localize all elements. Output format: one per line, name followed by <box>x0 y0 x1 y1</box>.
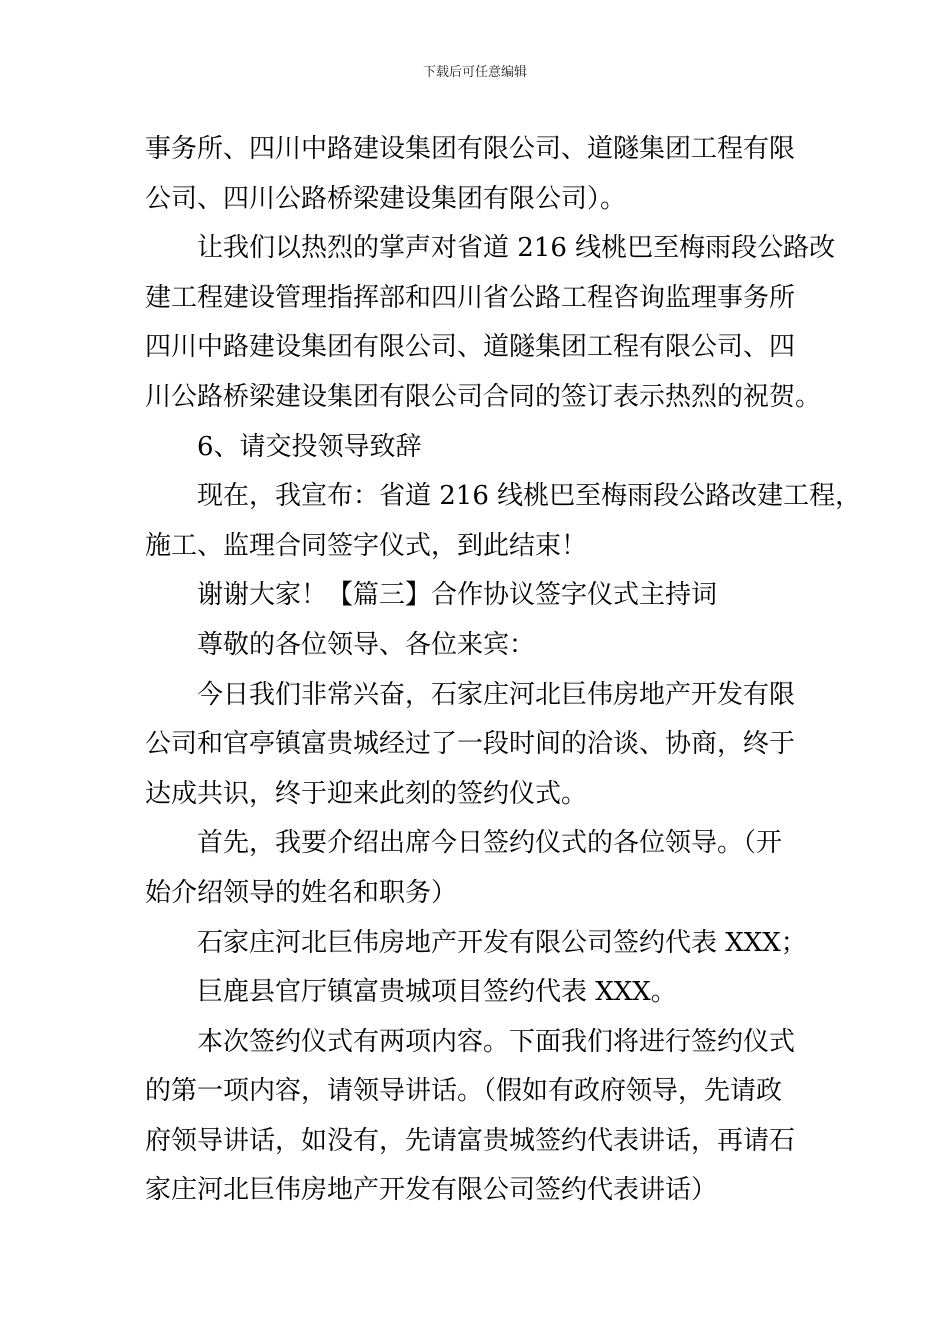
text-line: 川公路桥梁建设集团有限公司合同的签订表示热烈的祝贺。 <box>145 381 822 412</box>
text-line: 谢谢大家！【篇三】合作协议签字仪式主持词 <box>197 580 718 611</box>
text-line: 建工程建设管理指挥部和四川省公路工程咨询监理事务所 <box>145 282 796 313</box>
text-line: 始介绍领导的姓名和职务） <box>145 877 458 908</box>
text-line: 的第一项内容，请领导讲话。（假如有政府领导，先请政 <box>145 1076 783 1107</box>
text-line: 四川中路建设集团有限公司、道隧集团工程有限公司、四 <box>145 332 796 363</box>
text-line: 巨鹿县官厅镇富贵城项目签约代表 XXX。 <box>197 977 677 1008</box>
text-line: 事务所、四川中路建设集团有限公司、道隧集团工程有限 <box>145 134 796 164</box>
text-line: 让我们以热烈的掌声对省道 216 线桃巴至梅雨段公路改 <box>197 233 836 264</box>
page-header: 下载后可任意编辑 <box>422 65 527 80</box>
text-line: 本次签约仪式有两项内容。下面我们将进行签约仪式 <box>197 1026 796 1057</box>
text-line: 首先，我要介绍出席今日签约仪式的各位领导。（开 <box>197 828 783 859</box>
text-line: 施工、监理合同签字仪式，到此结束！ <box>145 530 588 561</box>
text-line: 家庄河北巨伟房地产开发有限公司签约代表讲话） <box>145 1175 718 1206</box>
text-line: 尊敬的各位领导、各位来宾： <box>197 629 536 660</box>
text-line: 今日我们非常兴奋，石家庄河北巨伟房地产开发有限 <box>197 679 796 710</box>
text-line: 府领导讲话，如没有，先请富贵城签约代表讲话，再请石 <box>145 1125 796 1156</box>
text-line: 石家庄河北巨伟房地产开发有限公司签约代表 XXX； <box>197 927 807 958</box>
text-line: 现在，我宣布：省道 216 线桃巴至梅雨段公路改建工程， <box>197 481 862 512</box>
text-line: 公司和官亭镇富贵城经过了一段时间的洽谈、协商，终于 <box>145 729 796 760</box>
document-body <box>145 125 862 1216</box>
text-line: 公司、四川公路桥梁建设集团有限公司）。 <box>145 183 627 214</box>
text-line: 6、请交投领导致辞 <box>197 431 422 462</box>
text-line: 达成共识，终于迎来此刻的签约仪式。 <box>145 778 588 809</box>
